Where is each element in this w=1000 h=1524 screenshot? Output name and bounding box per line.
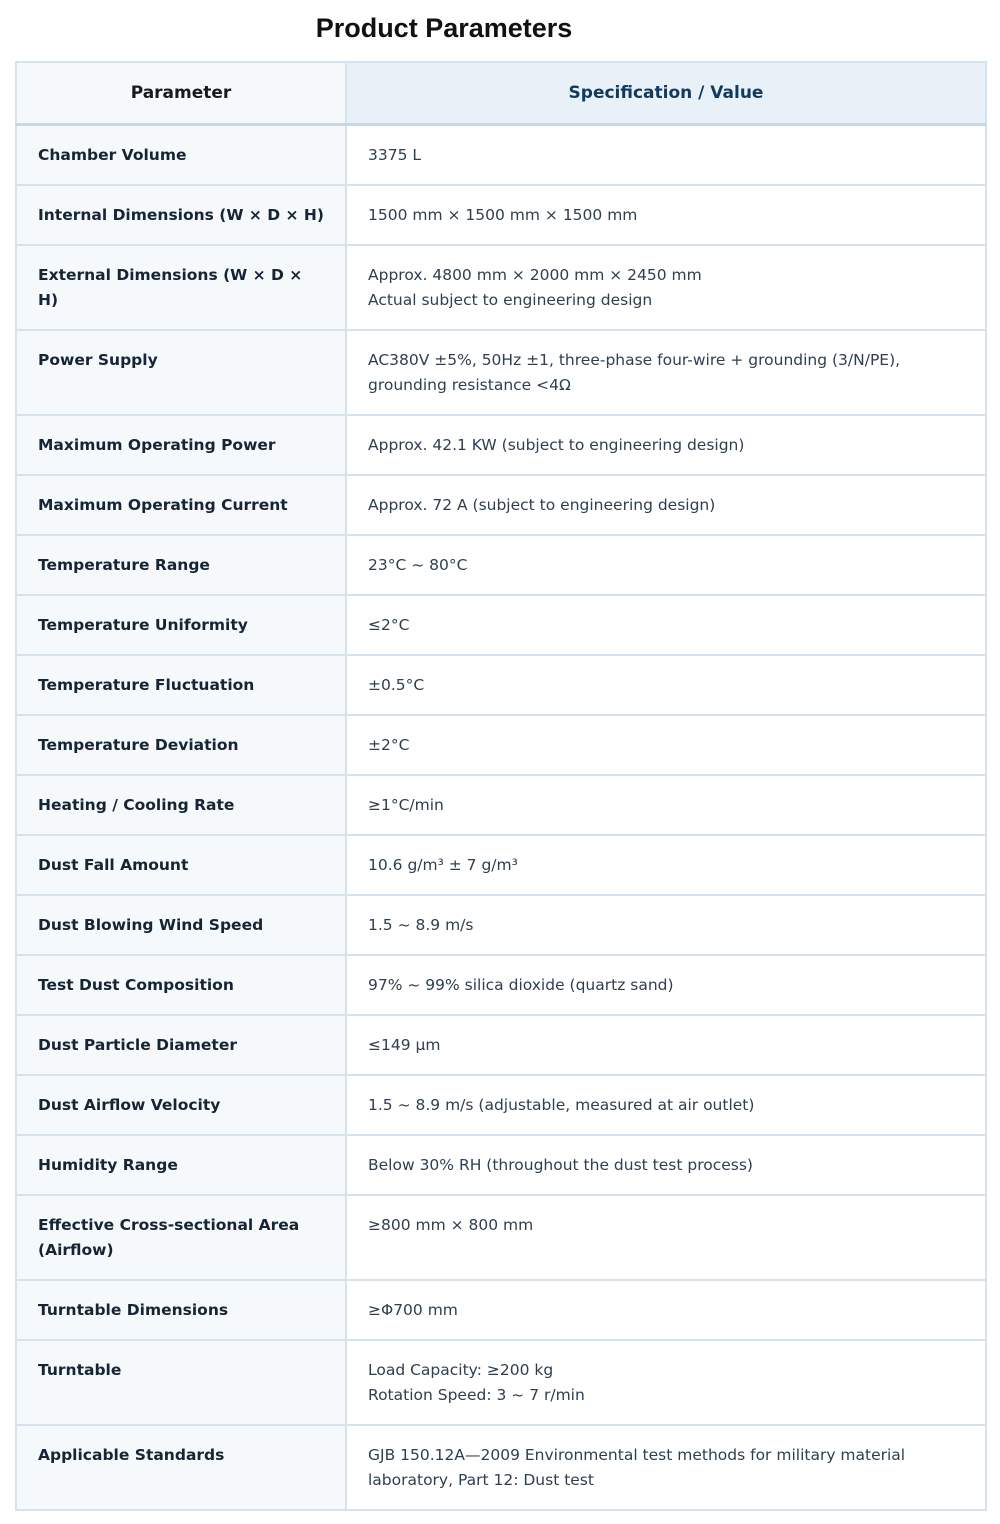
parameters-table	[15, 61, 987, 1511]
table-row	[16, 1280, 986, 1340]
value-cell	[346, 1340, 986, 1425]
column-header-parameter: Parameter	[16, 62, 346, 125]
column-header-value: Specification / Value	[346, 62, 986, 125]
parameter-cell: Power Supply	[16, 330, 346, 415]
value-line: Approx. 4800 mm × 2000 mm × 2450 mm	[368, 266, 702, 284]
table-row	[16, 1340, 986, 1425]
parameter-cell: Effective Cross-sectional Area (Airflow)	[16, 1195, 346, 1280]
value-cell: Below 30% RH (throughout the dust test process)	[346, 1135, 986, 1195]
table-row	[16, 185, 986, 245]
value-cell: 3375 L	[346, 125, 986, 186]
parameter-cell: Dust Airflow Velocity	[16, 1075, 346, 1135]
table-row	[16, 415, 986, 475]
value-cell: ≤149 μm	[346, 1015, 986, 1075]
parameter-cell: Dust Fall Amount	[16, 835, 346, 895]
value-cell: AC380V ±5%, 50Hz ±1, three-phase four-wire + grounding (3/N/PE), grounding resistance <4Ω	[346, 330, 986, 415]
parameter-cell: Turntable	[16, 1340, 346, 1425]
table-row	[16, 835, 986, 895]
parameter-cell: Maximum Operating Power	[16, 415, 346, 475]
value-cell: 97% ~ 99% silica dioxide (quartz sand)	[346, 955, 986, 1015]
value-cell: 23°C ~ 80°C	[346, 535, 986, 595]
parameter-cell: Temperature Range	[16, 535, 346, 595]
table-row	[16, 330, 986, 415]
table-row	[16, 1075, 986, 1135]
table-row	[16, 1195, 986, 1280]
parameter-cell: Temperature Deviation	[16, 715, 346, 775]
parameter-cell: External Dimensions (W × D × H)	[16, 245, 346, 330]
parameter-cell: Maximum Operating Current	[16, 475, 346, 535]
parameter-cell: Heating / Cooling Rate	[16, 775, 346, 835]
table-row	[16, 125, 986, 186]
page-title: Product Parameters	[315, 13, 573, 43]
table-row	[16, 1135, 986, 1195]
value-cell: GJB 150.12A—2009 Environmental test methods for military material laboratory, Part 12: Dust test	[346, 1425, 986, 1510]
table-row	[16, 475, 986, 535]
table-row	[16, 535, 986, 595]
value-line: Actual subject to engineering design	[368, 291, 653, 309]
value-cell: 10.6 g/m³ ± 7 g/m³	[346, 835, 986, 895]
value-cell: ≥1°C/min	[346, 775, 986, 835]
parameter-cell: Applicable Standards	[16, 1425, 346, 1510]
table-row	[16, 1425, 986, 1510]
value-cell: Approx. 72 A (subject to engineering design)	[346, 475, 986, 535]
table-header-row	[16, 62, 986, 125]
value-line: Rotation Speed: 3 ~ 7 r/min	[368, 1386, 585, 1404]
table-row	[16, 955, 986, 1015]
parameter-cell: Chamber Volume	[16, 125, 346, 186]
value-cell: ≥800 mm × 800 mm	[346, 1195, 986, 1280]
parameter-cell: Turntable Dimensions	[16, 1280, 346, 1340]
parameter-cell: Temperature Uniformity	[16, 595, 346, 655]
parameter-cell: Internal Dimensions (W × D × H)	[16, 185, 346, 245]
parameter-cell: Dust Blowing Wind Speed	[16, 895, 346, 955]
parameter-cell: Humidity Range	[16, 1135, 346, 1195]
value-cell: 1500 mm × 1500 mm × 1500 mm	[346, 185, 986, 245]
value-cell: ±0.5°C	[346, 655, 986, 715]
table-row	[16, 775, 986, 835]
value-cell: 1.5 ~ 8.9 m/s (adjustable, measured at air outlet)	[346, 1075, 986, 1135]
table-row	[16, 1015, 986, 1075]
parameter-cell: Dust Particle Diameter	[16, 1015, 346, 1075]
value-cell: ≤2°C	[346, 595, 986, 655]
value-cell	[346, 245, 986, 330]
value-cell: Approx. 42.1 KW (subject to engineering design)	[346, 415, 986, 475]
value-cell: ≥Φ700 mm	[346, 1280, 986, 1340]
table-row	[16, 655, 986, 715]
value-cell: ±2°C	[346, 715, 986, 775]
value-cell: 1.5 ~ 8.9 m/s	[346, 895, 986, 955]
table-row	[16, 245, 986, 330]
parameter-cell: Temperature Fluctuation	[16, 655, 346, 715]
table-row	[16, 715, 986, 775]
value-line: Load Capacity: ≥200 kg	[368, 1361, 554, 1379]
table-row	[16, 595, 986, 655]
parameter-cell: Test Dust Composition	[16, 955, 346, 1015]
table-row	[16, 895, 986, 955]
